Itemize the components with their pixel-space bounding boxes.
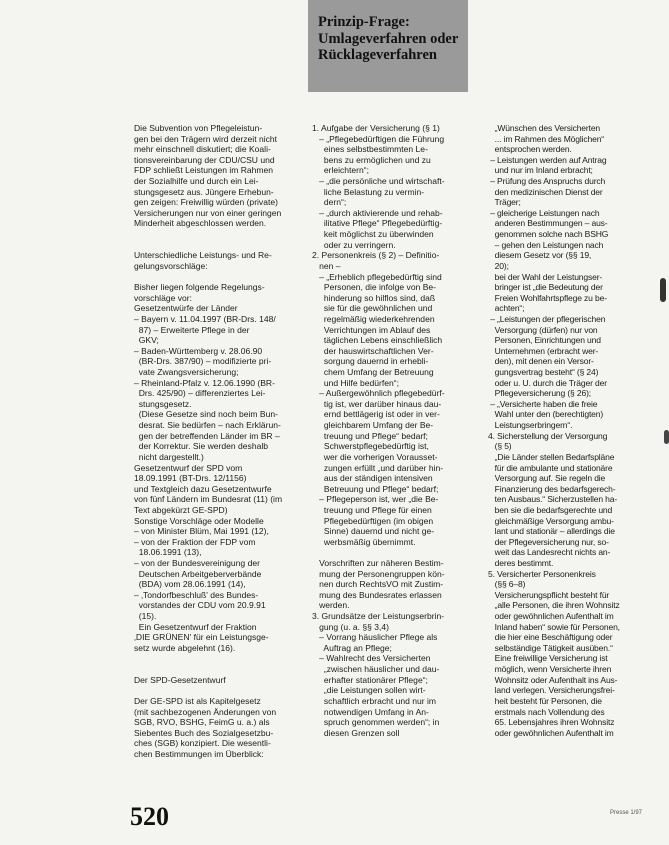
text-line: (BR-Drs. 387/90) – modifizierte pri- [134,356,272,367]
text-line: Schwerstpflegebedürftig ist, [312,441,429,452]
text-line: heit besteht für Personen, die [488,695,602,706]
text-line: 20); [488,260,509,271]
text-line: Minderheit abgeschlossen werden. [134,218,267,229]
text-line: mung des Bundesrates erlassen [312,589,442,600]
text-line: Versicherungen nur von einer geringen [134,207,282,218]
text-line: land verlegen. Versicherungsfrei- [488,685,615,696]
text-line: – „Versicherte haben die freie [488,398,598,409]
title-line: Prinzip-Frage: [318,14,410,30]
text-line: möglich, wenn Versicherte ihren [488,664,612,675]
text-line: Unterschiedliche Leistungs- und Re- [134,250,272,261]
text-line: gen bei den Trägern wird derzeit nicht [134,133,278,144]
text-line: liche Belastung zu vermin- [312,186,425,197]
text-line: sie für die gewöhnlichen und [312,303,433,314]
text-line [312,547,490,558]
text-line: Träger; [488,197,521,208]
text-line: – „Pflegebedürftigen die Führung [312,133,445,144]
text-line: Wohnsitz oder Aufenthalt ins Aus- [488,674,618,685]
text-line: notwendigen Umfang in An- [312,706,429,717]
text-line: Inland haben“ sowie für Personen, [488,621,620,632]
text-line: regelmäßig wiederkehrenden [312,313,435,324]
text-line: erleichtern“; [312,165,369,176]
text-line: – Pflegeperson ist, wer „die Be- [312,494,439,505]
text-line: – von der Fraktion der FDP vom [134,536,256,547]
text-line: anderen Bestimmungen – aus- [488,218,608,229]
text-line: SGB, RVO, BSHG, FeimG u. a.) als [134,717,270,728]
text-line: spruch genommen werden“; in [312,717,440,728]
text-line: nen durch RechtsVO mit Zustim- [312,579,444,590]
text-line: Sinne) dauernd und nicht ge- [312,526,435,537]
text-line: Betreuung und Pflege“ bedarf; [312,483,439,494]
title-line: Umlageverfahren oder [318,30,459,47]
text-line: Drs. 425/90) – differenziertes Lei- [134,388,266,399]
text-line: (§§ 6–8) [488,579,526,590]
text-line: 87) – Erweiterte Pflege in der [134,324,250,335]
text-line: – Leistungen werden auf Antrag [488,154,607,165]
footer-note: Presse 1/97 [610,810,643,816]
text-line: chen Bestimmungen im Überblick: [134,748,264,759]
text-line: (Diese Gesetze sind noch beim Bun- [134,409,278,420]
text-line: Versicherungspflicht besteht für [488,589,610,600]
text-line: „die Leistungen sollen wirt- [312,685,426,696]
text-line: der hauswirtschaftlichen Ver- [312,345,434,356]
text-line: Verrichtungen im Ablauf des [312,324,431,335]
text-line: den medizinischen Dienst der [488,186,603,197]
article-title [318,14,468,64]
text-line: für die ambulante und stationäre [488,462,613,473]
text-line: gelungsvorschläge: [134,260,208,271]
text-line: – von der Bundesvereinigung der [134,557,260,568]
text-line: – gleicherige Leistungen nach [488,207,600,218]
text-line: und nur im Inland erbracht; [488,165,593,176]
text-line: gung (u. a. §§ 3,4) [312,621,389,632]
text-line: der Sozialhilfe und durch ein Lei- [134,176,259,187]
text-line: wer die vorherigen Vorausset- [312,451,438,462]
text-line: entsprochen werden. [488,144,572,155]
text-line: eines selbstbestimmten Le- [312,144,428,155]
text-line: ilitative Pflege“ Pflegebedürftig- [312,218,443,229]
text-line: Unternehmen (erbracht wer- [488,345,599,356]
text-line: Personen, Einrichtungen und [488,335,601,346]
text-line: „zwischen häuslicher und dau- [312,664,440,675]
text-line: täglichen Lebens einschließlich [312,335,443,346]
text-line: 18.09.1991 (BT-Drs. 12/1156) [134,473,247,484]
text-line: genommen solche nach BSHG [488,229,609,240]
text-line: (15). [134,611,157,622]
text-line: (§ 5) [488,441,512,452]
text-line: – Baden-Württemberg v. 28.06.90 [134,345,263,356]
text-line: den), mit denen ein Versor- [488,356,594,367]
text-line: Sonstige Vorschläge oder Modelle [134,515,264,526]
text-line: zungen erfüllt „und darüber hin- [312,462,444,473]
text-line: desrat. Sie bedürfen – nach Erklärun- [134,420,281,431]
text-line: hinderung so hilflos sind, daß [312,292,436,303]
text-line: – Wahlrecht des Versicherten [312,653,431,664]
text-line: mung der Personengruppen kön- [312,568,445,579]
text-line [134,685,304,696]
text-line: 18.06.1991 (13), [134,547,202,558]
text-line: ernd bettlägerig ist oder in ver- [312,409,440,420]
text-line: (mit sachbezogenen Änderungen von [134,706,277,717]
text-line: treuung und Pflege“ bedarf; [312,430,428,441]
text-line: – Rheinland-Pfalz v. 12.06.1990 (BR- [134,377,275,388]
text-line: 4. Sicherstellung der Versorgung [488,430,608,441]
text-line: Bisher liegen folgende Regelungs- [134,282,265,293]
text-line: oder zu verringern. [312,239,396,250]
text-line: Eine freiwillige Versicherung ist [488,653,608,664]
text-line: deres bestimmt. [488,557,554,568]
text-line: werden. [312,600,350,611]
text-line: selbständige Tätigkeit ausüben.“ [488,642,613,653]
text-line: 5. Versicherter Personenkreis [488,568,596,579]
text-line: ten Ausbaus.“ Sicherzustellen ha- [488,494,618,505]
text-line: Vorschriften zur näheren Bestim- [312,557,444,568]
text-line: Versorgung (dürfen) nur von [488,324,598,335]
text-line: achten“; [488,303,525,314]
text-line: stungsgesetz. [134,398,192,409]
page-number: 520 [130,802,169,831]
text-line: Auftrag an Pflege; [312,642,392,653]
text-line: (BDA) vom 28.06.1991 (14), [134,579,246,590]
text-line: bens zu ermöglichen und zu [312,154,431,165]
text-line: Wahl unter den (berechtigten) [488,409,604,420]
text-line: GKV; [134,335,159,346]
text-line: oder gewöhnlichen Aufenthalt im [488,611,614,622]
text-column-3 [488,123,669,743]
text-line: Leistungserbringern“. [488,420,573,431]
text-line: – „die persönliche und wirtschaft- [312,176,445,187]
text-line: treuung und Pflege für einen [312,504,432,515]
text-line: stungsgesetz aus. Jüngere Erhebun- [134,186,274,197]
title-line: Rücklageverfahren [318,47,437,63]
text-line: „Die Länder stellen Bedarfspläne [488,451,615,462]
text-line: Die Subvention von Pflegeleistun- [134,123,263,133]
text-line: gen der betreffenden Länder im BR – [134,430,280,441]
text-line: Versorgung auf. Sie regeln die [488,473,606,484]
text-line: Siebentes Buch des Sozialgesetzbu- [134,727,274,738]
text-line: 1. Aufgabe der Versicherung (§ 1) [312,123,440,133]
text-line: Freien Wohlfahrtspflege zu be- [488,292,607,303]
text-line: keit möglichst zu überwinden [312,229,434,240]
text-line: sorgung dauernd in erhebli- [312,356,429,367]
text-line: tionsvereinbarung der CDU/CSU und [134,154,275,165]
text-line [134,272,304,283]
text-line: ‚DIE GRÜNEN' für ein Leistungsge- [134,632,269,643]
text-line: Deutschen Arbeitgeberverbände [134,568,262,579]
text-line [134,229,304,240]
text-line: – ‚Tondorfbeschluß' des Bundes- [134,589,259,600]
text-column-2 [312,123,490,738]
text-line: diesen Grenzen soll [312,727,400,738]
text-line: vate Zwangsversicherung; [134,367,239,378]
text-line: 3. Grundsätze der Leistungserbrin- [312,611,445,622]
ink-mark [660,278,666,302]
text-line: nicht dargestellt.) [134,451,204,462]
text-column-1 [134,123,304,759]
text-line: diesem Gesetz vor (§§ 19, [488,250,592,261]
text-line: Pflegebedürftigen (im obigen [312,515,434,526]
text-line: weit das Landesrecht nichts an- [488,547,611,558]
text-line: – „Leistungen der pflegerischen [488,313,606,324]
text-line [134,653,304,664]
text-line: gungsvertrag besteht“ (§ 24) [488,367,599,378]
text-line: von fünf Ländern im Bundesrat (11) (im [134,494,283,505]
text-line: bei der Wahl der Leistungser- [488,271,603,282]
text-line: 65. Lebensjahres ihren Wohnsitz [488,717,615,728]
text-line: – „Erheblich pflegebedürftig sind [312,271,442,282]
text-line: gen zeigen: Freiwillig würden (private) [134,197,278,208]
text-line: ches (SGB) konzipiert. Die wesentli- [134,738,271,749]
text-line: werbsmäßig übernimmt. [312,536,416,547]
text-line: setz wurde abgelehnt (16). [134,642,236,653]
text-line: FDP schließt Leistungen im Rahmen [134,165,274,176]
text-line: ben sie die bedarfsgerechte und [488,504,613,515]
text-line: chem Umfang der Betreuung [312,367,434,378]
text-line: erhafter stationärer Pflege“; [312,674,428,685]
text-line: dern“; [312,197,347,208]
text-line: „alle Personen, die ihren Wohnsitz [488,600,620,611]
text-line: gleichmäßige Versorgung ambu- [488,515,614,526]
text-line: erstmals nach Vollendung des [488,706,605,717]
text-line: – Prüfung des Anspruchs durch [488,176,606,187]
text-line: Der SPD-Gesetzentwurf [134,674,226,685]
text-line: – von Minister Blüm, Mai 1991 (12), [134,526,269,537]
text-line: lant und stationär – allerdings die [488,526,615,537]
text-line: – Vorrang häuslicher Pflege als [312,632,438,643]
text-line: schaftlich erbracht und nur im [312,695,436,706]
text-line: nen – [312,260,341,271]
text-line: Gesetzentwurf der SPD vom [134,462,243,473]
text-line: Ein Gesetzentwurf der Fraktion [134,621,257,632]
text-line: bringer ist „die Bedeutung der [488,282,603,293]
text-line: Finanzierung des bedarfsgerech- [488,483,616,494]
text-line: Text abgekürzt GE-SPD) [134,504,228,515]
text-line: Der GE-SPD ist als Kapitelgesetz [134,695,261,706]
text-line: gleichbarem Umfang der Be- [312,420,434,431]
text-line: – „durch aktivierende und rehab- [312,207,443,218]
text-line: oder u. U. durch die Träger der [488,377,607,388]
text-line: mehr einschnell diskutiert; die Koali- [134,144,271,155]
text-line: – gehen den Leistungen nach [488,239,604,250]
text-line: Personen, die infolge von Be- [312,282,437,293]
ink-mark [664,430,669,444]
text-line: Gesetzentwürfe der Länder [134,303,238,314]
text-line: der Pflegeversicherung nur, so- [488,536,609,547]
text-line: – Bayern v. 11.04.1997 (BR-Drs. 148/ [134,313,276,324]
text-line: „Wünschen des Versicherten [488,123,601,133]
text-line: vorstandes der CDU vom 20.9.91 [134,600,266,611]
text-line [134,240,304,251]
text-line: – Außergewöhnlich pflegebedürf- [312,388,445,399]
text-line: die hier eine Beschäftigung oder [488,632,613,643]
text-line: der Korrektur. Sie werden deshalb [134,441,268,452]
text-line: 2. Personenkreis (§ 2) – Definitio- [312,250,440,261]
text-line: oder gewöhnlichen Aufenthalt im [488,727,614,738]
text-line: Pflegeversicherung (§ 26); [488,388,592,399]
text-line: tig ist, wer darüber hinaus dau- [312,398,442,409]
text-line: ... im Rahmen des Möglichen“ [488,133,605,144]
text-line: und Hilfe bedürfen“; [312,377,399,388]
text-line [134,664,304,675]
text-line: vorschläge vor: [134,292,192,303]
text-line: und Textgleich dazu Gesetzentwurfe [134,483,272,494]
text-line: aus der ständigen intensiven [312,473,433,484]
